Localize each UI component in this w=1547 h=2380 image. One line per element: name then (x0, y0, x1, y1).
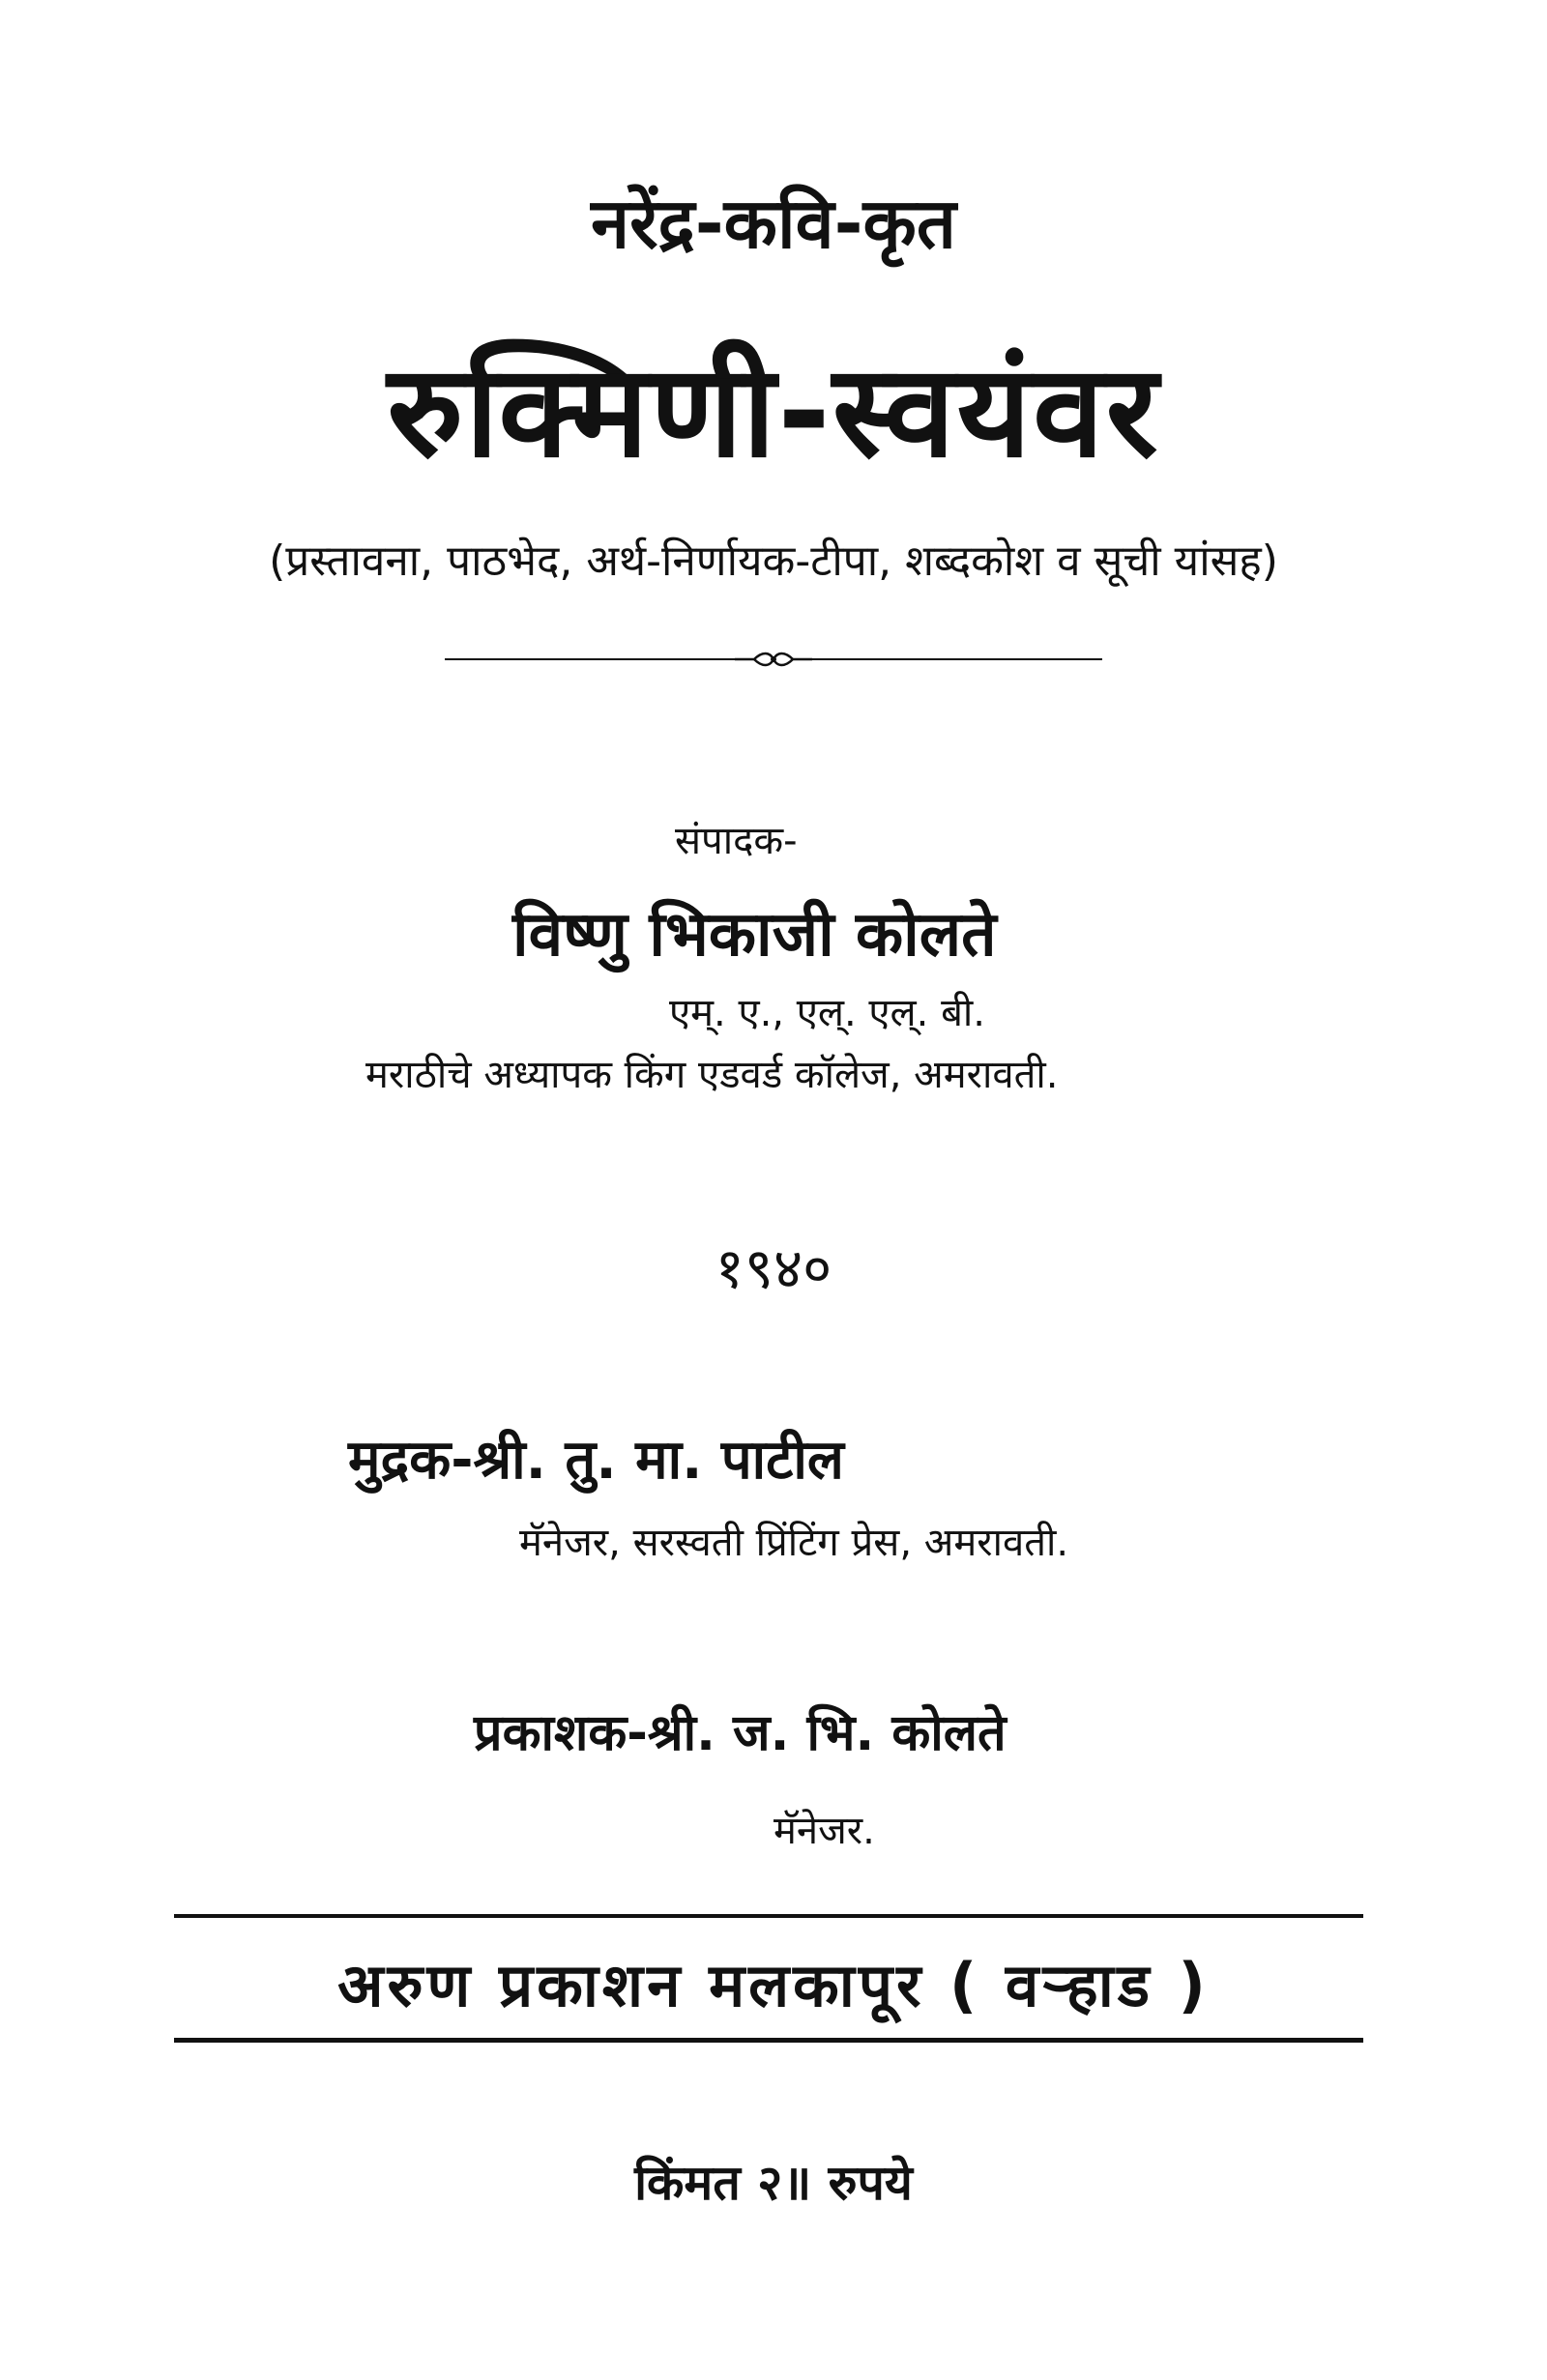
publisher-role: मॅनेजर. (774, 1809, 875, 1853)
price: किंमत २॥ रुपये (634, 2155, 913, 2211)
printer-name: मुद्रक-श्री. तु. मा. पाटील (348, 1429, 844, 1492)
publication-year: १९४० (715, 1235, 832, 1301)
ornament-line-right (812, 658, 1102, 660)
press-name: अरुण प्रकाशन मलकापूर ( वऱ्हाड ) (337, 1950, 1210, 2020)
publisher-name: प्रकाशक-श्री. ज. भि. कोलते (474, 1704, 1007, 1762)
printer-role: मॅनेजर, सरस्वती प्रिंटिंग प्रेस, अमरावती. (519, 1521, 1069, 1565)
top-rule (174, 1914, 1363, 1918)
editor-name: विष्णु भिकाजी कोलते (512, 899, 997, 971)
author-line: नरेंद्र-कवि-कृत (591, 183, 956, 264)
ornament-knot-icon (735, 650, 812, 669)
contents-note: (प्रस्तावना, पाठभेद, अर्थ-निर्णायक-टीपा, शब्दकोश व सूची यांसह) (269, 537, 1278, 586)
editor-degrees: एम्. ए., एल्. एल्. बी. (669, 991, 985, 1035)
editor-label: संपादक- (675, 819, 798, 863)
book-title: रुक्मिणी-स्वयंवर (387, 337, 1160, 486)
ornament-line-left (445, 658, 735, 660)
editor-position: मराठीचे अध्यापक किंग एडवर्ड कॉलेज, अमरावती. (365, 1053, 1059, 1097)
bottom-rule (174, 2038, 1363, 2043)
ornament-divider (445, 650, 1102, 669)
